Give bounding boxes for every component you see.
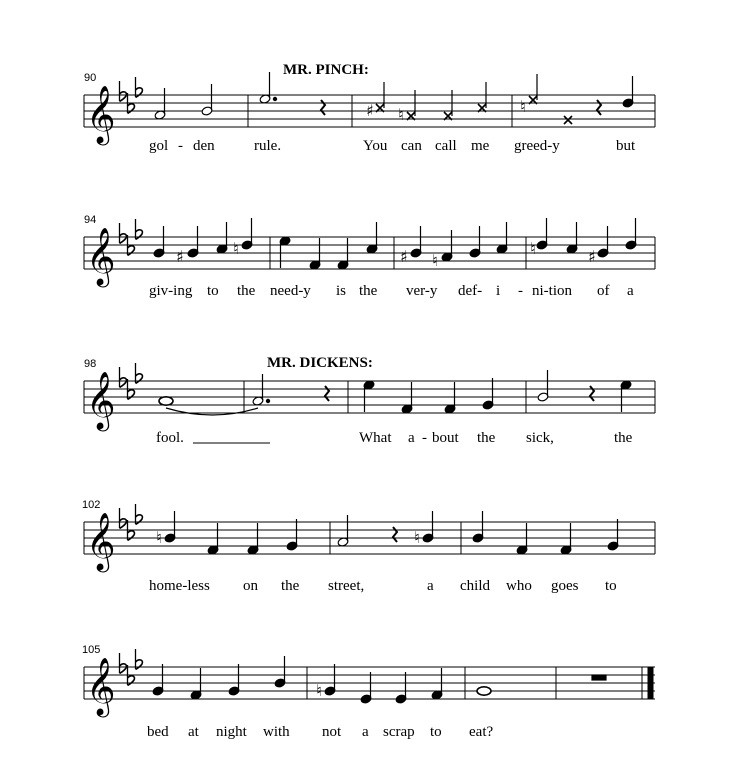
measure-number: 98 xyxy=(84,358,97,370)
lyric-syllable: bout xyxy=(432,430,459,446)
lyric-syllable: the xyxy=(281,578,300,594)
lyric-syllable: ver-y xyxy=(406,283,438,299)
svg-text:♮: ♮ xyxy=(414,528,420,547)
svg-text:♯: ♯ xyxy=(366,101,374,120)
system-2 xyxy=(84,214,655,299)
svg-text:♮: ♮ xyxy=(520,97,526,116)
svg-text:♮: ♮ xyxy=(530,239,536,258)
lyrics xyxy=(156,430,633,446)
svg-text:♮: ♮ xyxy=(156,528,162,547)
lyric-syllable: with xyxy=(263,724,290,740)
notes xyxy=(159,370,632,415)
treble-clef-icon: 𝄞 xyxy=(86,227,116,285)
lyric-syllable: i xyxy=(496,283,501,299)
lyric-syllable: giv-ing xyxy=(149,283,193,299)
svg-text:♯: ♯ xyxy=(400,247,408,266)
treble-clef-icon: 𝄞 xyxy=(86,512,116,570)
lyric-syllable: - xyxy=(422,430,427,446)
lyric-syllable: greed-y xyxy=(514,138,560,154)
lyric-syllable: a xyxy=(362,724,369,740)
lyrics xyxy=(149,578,617,594)
lyric-syllable: child xyxy=(460,578,490,594)
notes xyxy=(154,72,634,146)
system-1 xyxy=(84,62,655,154)
lyric-syllable: the xyxy=(614,430,633,446)
lyric-syllable: street, xyxy=(328,578,365,594)
lyric-syllable: who xyxy=(506,578,532,594)
lyric-syllable: rule. xyxy=(254,138,282,154)
staff-lines xyxy=(84,667,655,699)
lyric-syllable: can xyxy=(401,138,422,154)
lyric-syllable: me xyxy=(471,138,490,154)
lyrics xyxy=(149,283,634,299)
treble-clef-icon: 𝄞 xyxy=(86,371,116,429)
lyric-syllable: but xyxy=(616,138,636,154)
lyric-syllable: is xyxy=(336,283,347,299)
lyric-syllable: eat? xyxy=(469,724,494,740)
svg-text:♯: ♯ xyxy=(588,247,596,266)
lyric-syllable: def- xyxy=(458,283,483,299)
svg-text:♮: ♮ xyxy=(432,251,438,270)
lyric-syllable: on xyxy=(243,578,258,594)
lyric-syllable: - xyxy=(178,138,183,154)
lyric-syllable: goes xyxy=(551,578,579,594)
lyric-syllable: home-less xyxy=(149,578,210,594)
svg-text:♮: ♮ xyxy=(233,239,239,258)
system-5 xyxy=(82,644,655,740)
lyric-syllable: to xyxy=(207,283,219,299)
character-label: MR. PINCH: xyxy=(283,62,369,78)
notes xyxy=(153,218,637,270)
lyric-syllable: the xyxy=(359,283,378,299)
lyric-syllable: call xyxy=(435,138,457,154)
lyric-syllable: den xyxy=(193,138,215,154)
lyric-syllable: bed xyxy=(147,724,169,740)
svg-text:♯: ♯ xyxy=(176,247,184,266)
lyric-syllable: ni-tion xyxy=(532,283,572,299)
lyric-syllable: at xyxy=(188,724,199,740)
lyric-syllable: gol xyxy=(149,138,169,154)
lyric-syllable: scrap xyxy=(383,724,415,740)
lyric-syllable: a xyxy=(408,430,415,446)
lyrics xyxy=(149,138,636,154)
lyric-syllable: the xyxy=(237,283,256,299)
lyric-syllable: a xyxy=(627,283,634,299)
lyric-syllable: a xyxy=(427,578,434,594)
lyric-syllable: the xyxy=(477,430,496,446)
measure-number: 94 xyxy=(84,214,97,226)
svg-text:♮: ♮ xyxy=(316,681,322,700)
final-barline xyxy=(648,667,653,699)
treble-clef-icon: 𝄞 xyxy=(86,657,116,715)
system-4 xyxy=(82,499,655,594)
notes xyxy=(156,511,619,555)
lyric-syllable: night xyxy=(216,724,247,740)
measure-number: 102 xyxy=(82,499,101,511)
system-3 xyxy=(84,355,655,446)
character-label: MR. DICKENS: xyxy=(267,355,373,371)
notes xyxy=(152,656,606,704)
svg-text:♮: ♮ xyxy=(398,105,404,124)
lyric-syllable: You xyxy=(363,138,388,154)
lyric-syllable: - xyxy=(518,283,523,299)
measure-number: 90 xyxy=(84,72,97,84)
lyric-syllable: of xyxy=(597,283,610,299)
lyric-syllable: need-y xyxy=(270,283,311,299)
lyric-syllable: to xyxy=(430,724,442,740)
lyrics xyxy=(147,724,493,740)
treble-clef-icon: 𝄞 xyxy=(86,85,116,143)
lyric-syllable: not xyxy=(322,724,342,740)
lyric-syllable: to xyxy=(605,578,617,594)
lyric-syllable: What xyxy=(359,430,392,446)
whole-rest xyxy=(592,675,606,680)
lyric-syllable: fool. xyxy=(156,430,184,446)
measure-number: 105 xyxy=(82,644,101,656)
lyric-syllable: sick, xyxy=(526,430,554,446)
